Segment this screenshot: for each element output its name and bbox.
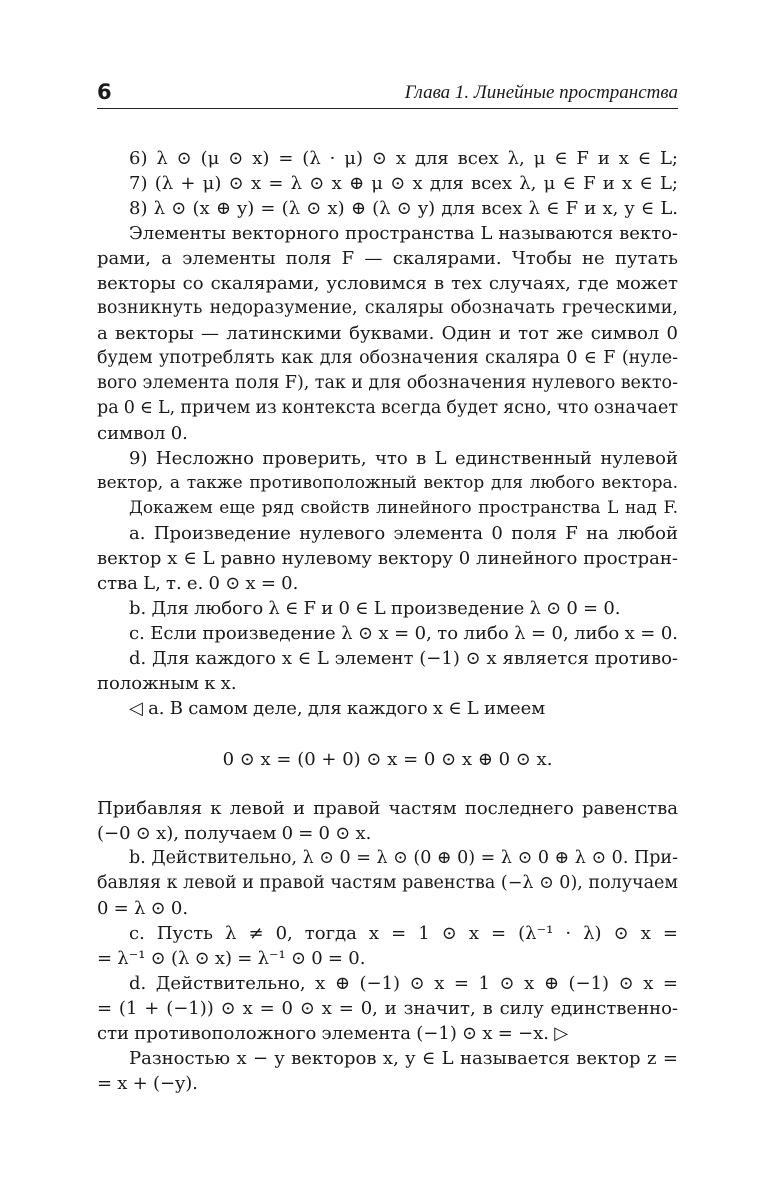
property-7: 7) (λ + μ) ⊙ x = λ ⊙ x ⊕ μ ⊙ x для всех λ, μ ∈ F и x ∈ L; bbox=[129, 173, 678, 194]
paragraph-line: 0 = λ ⊙ 0. bbox=[97, 898, 189, 919]
paragraph-line: = λ⁻¹ ⊙ (λ ⊙ x) = λ⁻¹ ⊙ 0 = 0. bbox=[97, 948, 366, 969]
property-9: 9) Несложно проверить, что в L единственный нулевой bbox=[129, 448, 678, 469]
proof-b: b. Действительно, λ ⊙ 0 = λ ⊙ (0 ⊕ 0) = λ ⊙ 0 ⊕ λ ⊙ 0. При- bbox=[129, 848, 678, 868]
paragraph-line: Элементы векторного пространства L называются векто- bbox=[129, 223, 678, 244]
running-head: Глава 1. Линейные пространства bbox=[404, 82, 678, 103]
statement-c: c. Если произведение λ ⊙ x = 0, то либо λ = 0, либо x = 0. bbox=[129, 623, 678, 644]
property-8: 8) λ ⊙ (x ⊕ y) = (λ ⊙ x) ⊕ (λ ⊙ y) для всех λ ∈ F и x, y ∈ L. bbox=[129, 198, 678, 219]
statement-a: a. Произведение нулевого элемента 0 поля F на любой bbox=[129, 523, 678, 544]
paragraph-line: вектор, а также противоположный вектор для любого вектора. bbox=[97, 473, 678, 493]
display-formula: 0 ⊙ x = (0 + 0) ⊙ x = 0 ⊙ x ⊕ 0 ⊙ x. bbox=[222, 749, 553, 770]
paragraph-line: а векторы — латинскими буквами. Один и тот же символ 0 bbox=[97, 323, 678, 344]
paragraph-line: бавляя к левой и правой частям равенства (−λ ⊙ 0), получаем bbox=[97, 873, 678, 893]
paragraph-line: рами, а элементы поля F — скалярами. Чтобы не путать bbox=[97, 248, 678, 269]
paragraph-line: Докажем еще ряд свойств линейного пространства L над F. bbox=[129, 498, 678, 518]
paragraph-line: ства L, т. е. 0 ⊙ x = 0. bbox=[97, 573, 299, 594]
paragraph-line: будем употреблять как для обозначения скаляра 0 ∈ F (нуле- bbox=[97, 348, 678, 368]
statement-b: b. Для любого λ ∈ F и 0 ∈ L произведение λ ⊙ 0 = 0. bbox=[129, 598, 621, 619]
paragraph-line: Прибавляя к левой и правой частям последнего равенства bbox=[97, 798, 678, 819]
difference-definition: Разностью x − y векторов x, y ∈ L называется вектор z = bbox=[129, 1048, 678, 1069]
paragraph-line: = (1 + (−1)) ⊙ x = 0 ⊙ x = 0, и значит, в силу единственно- bbox=[97, 998, 678, 1019]
paragraph-line: (−0 ⊙ x), получаем 0 = 0 ⊙ x. bbox=[97, 823, 372, 844]
page-header bbox=[97, 78, 678, 109]
paragraph-line: = x + (−y). bbox=[97, 1073, 198, 1094]
paragraph-line: положным к x. bbox=[97, 673, 237, 694]
paragraph-line: векторы со скалярами, условимся в тех случаях, где может bbox=[97, 273, 678, 294]
paragraph-line: вектор x ∈ L равно нулевому вектору 0 линейного простран- bbox=[97, 548, 678, 569]
paragraph-line: возникнуть недоразумение, скаляры обозначать греческими, bbox=[97, 298, 678, 318]
proof-c: c. Пусть λ ≠ 0, тогда x = 1 ⊙ x = (λ⁻¹ · λ) ⊙ x = bbox=[129, 923, 678, 944]
page-body bbox=[97, 146, 678, 1096]
paragraph-line: вого элемента поля F), так и для обозначения нулевого векто- bbox=[97, 373, 678, 393]
paragraph-line: сти противоположного элемента (−1) ⊙ x = −x. ▷ bbox=[97, 1023, 569, 1044]
proof-d: d. Действительно, x ⊕ (−1) ⊙ x = 1 ⊙ x ⊕ (−1) ⊙ x = bbox=[129, 973, 678, 994]
paragraph-line: символ 0. bbox=[97, 423, 188, 444]
proof-a-start: ◁ a. В самом деле, для каждого x ∈ L имеем bbox=[129, 698, 546, 719]
statement-d: d. Для каждого x ∈ L элемент (−1) ⊙ x является противо- bbox=[129, 648, 678, 669]
paragraph-line: ра 0 ∈ L, причем из контекста всегда будет ясно, что означает bbox=[97, 398, 678, 418]
property-6: 6) λ ⊙ (μ ⊙ x) = (λ · μ) ⊙ x для всех λ, μ ∈ F и x ∈ L; bbox=[129, 148, 678, 169]
page-number: 6 bbox=[97, 80, 112, 104]
